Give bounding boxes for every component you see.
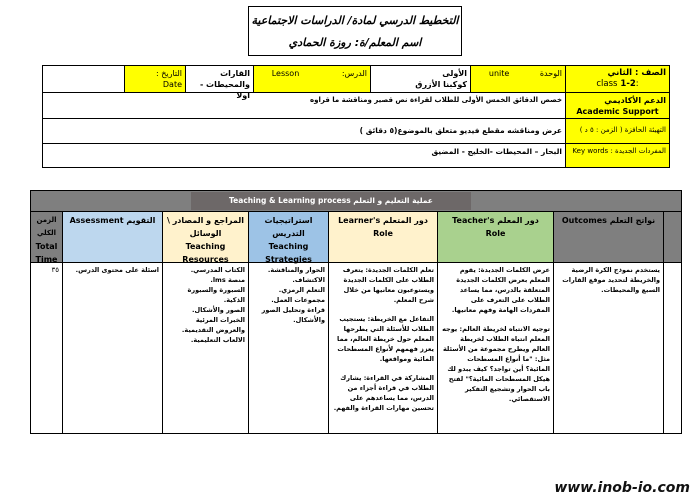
process-title: عملية التعليم و التعلم Teaching & Learning process: [191, 192, 471, 210]
col-strategies: [248, 211, 329, 263]
strategies-list: [248, 262, 329, 434]
col-strategies-en: Teaching Strategies: [265, 242, 312, 264]
paragraph: تعلم الكلمات الجديدة: يتعرف الطلاب على الكلمات الجديدة ويستوعبون معانيها من خلال شرح المعلم.: [342, 266, 434, 304]
list-item: الخبرات المرئية والعروض التقديمية.: [181, 316, 245, 334]
lesson-label-cell: [253, 65, 371, 93]
resources-list: [162, 262, 249, 434]
paragraph: المشاركة في القراءة: يشارك الطلاب في قراءة أجزاء من الدرس، مما يساعدهم على تحسين مهارات القراءة والفهم.: [333, 374, 434, 412]
list-item: الالعاب التعليمية.: [190, 336, 245, 344]
date-label-ar: التاريخ :: [155, 69, 182, 78]
date-label-cell: [124, 65, 186, 93]
unit-label-ar: الوحدة: [539, 69, 562, 78]
lesson-value: القارات والمحيطات - اولا: [185, 65, 254, 93]
teacher-role-text: [437, 262, 554, 434]
keywords-label: [565, 143, 670, 168]
academic-support-label-ar: الدعم الأكاديمي: [604, 96, 666, 105]
empty-cell: [42, 65, 125, 93]
list-item: الصور والأشكال.: [192, 306, 245, 314]
outcomes-value: يستخدم نموذج الكرة الرضية والخريطة لتحديد موقع القارات السبع والمحيطات.: [553, 262, 664, 434]
warmup-label: التهيئة الحافزة ( الزمن : ٥ د ): [565, 118, 670, 144]
academic-support-label: [565, 92, 670, 119]
col-resources-en: Teaching Resources: [182, 242, 229, 264]
academic-support-label-en: Academic Support: [576, 107, 659, 116]
list-item: التعلم الرمزي.: [278, 286, 325, 294]
lesson-label-ar: الدرس:: [341, 69, 367, 78]
list-item: مجموعات العمل.: [271, 296, 325, 304]
list-item: الحوار والمناقشة.: [267, 266, 325, 274]
teacher-name: اسم المعلم/ة: روزة الحمادي: [288, 36, 422, 49]
col-outcomes: نواتج التعلم Outcomes: [553, 211, 664, 263]
assessment-value: اسئلة على محتوى الدرس.: [62, 262, 163, 434]
list-item: الكتاب المدرسي.: [190, 266, 245, 274]
list-item: السبورة والسبورة الذكية.: [187, 286, 245, 304]
col-strategies-ar: استراتيجيات التدريس: [264, 216, 313, 238]
document-title: التخطيط الدرسي لمادة/ الدراسات الاجتماعية: [251, 14, 459, 27]
class-value: 1-2: [620, 79, 636, 89]
lesson-label-en: Lesson: [271, 69, 300, 78]
learner-role-text: [328, 262, 438, 434]
warmup-value: عرض ومناقشه مقطع فيديو متعلق بالموضوع(٥ دقائق ): [42, 118, 566, 144]
watermark: www.inob-io.com: [554, 480, 690, 496]
class-label-en: :class: [596, 79, 639, 89]
col-resources-ar: المراجع و المصادر \ الوسائل: [166, 216, 244, 238]
date-label-en: Date: [162, 80, 182, 89]
unit-label-cell: [470, 65, 566, 93]
paragraph: التفاعل مع الخريطة: يستجيب الطلاب للأسئلة التي يطرحها المعلم حول خريطة العالم، مما يعزز فهمهم لأنواع المسطحات المائية ومواقعها.: [337, 315, 434, 363]
unit-label-en: unite: [488, 69, 510, 78]
col-total-time-en: Total Time: [35, 242, 58, 264]
total-time-value: ٣٥: [30, 262, 63, 434]
keywords-label-en: Key words: [572, 147, 609, 155]
list-item: قراءة وتحليل الصور والأشكال.: [261, 306, 325, 324]
paragraph: توجيه الانتباه لخريطة العالم: يوجه المعلم انتباه الطلاب لخريطة العالم ويطرح مجموعة من الأسئلة مثل: "ما أنواع المسطحات المائية؟ أين تواجد؟ كيف يبدو لك هيكل المسطحات المائية؟" لفتح باب الحوار وتشجيع التفكير الاستقصائي.: [442, 325, 550, 403]
col-resources: [162, 211, 249, 263]
col-learner-role: دور المتعلم Learner's Role: [328, 211, 438, 263]
col-assessment: التقويم Assessment: [62, 211, 163, 263]
process-header-band: [30, 190, 682, 212]
keywords-label-ar: المفردات الجديدة :: [610, 147, 666, 155]
class-cell: [565, 65, 670, 93]
keywords-value: البحار – المحيطات -الخليج - المضيق: [42, 143, 566, 168]
unit-value-1: الأولى: [442, 69, 467, 78]
list-item: منصة lms.: [210, 276, 245, 284]
unit-value-cell: [370, 65, 471, 93]
col-total-time: [30, 211, 63, 263]
col-total-time-ar: الزمن الكلي: [36, 216, 57, 237]
class-label-ar: الصف : الثاني: [607, 68, 666, 78]
list-item: الاكتشاف.: [292, 276, 325, 284]
document-title-box: [248, 6, 462, 56]
paragraph: عرض الكلمات الجديدة: يقوم المعلم بعرض الكلمات الجديدة المتعلقة بالدرس، مما يساعد الطلاب على التعرف على المفردات الهامة وفهم معانيها.: [451, 266, 550, 314]
unit-value-2: كوكبنا الأزرق: [415, 80, 467, 89]
empty-cell: [663, 262, 682, 434]
academic-support-value: خصص الدقائق الخمس الأولى للطلاب لقراءة نص قصير ومناقشة ما قراوه: [42, 92, 566, 119]
col-empty: [663, 211, 682, 263]
col-teacher-role: دور المعلم Teacher's Role: [437, 211, 554, 263]
